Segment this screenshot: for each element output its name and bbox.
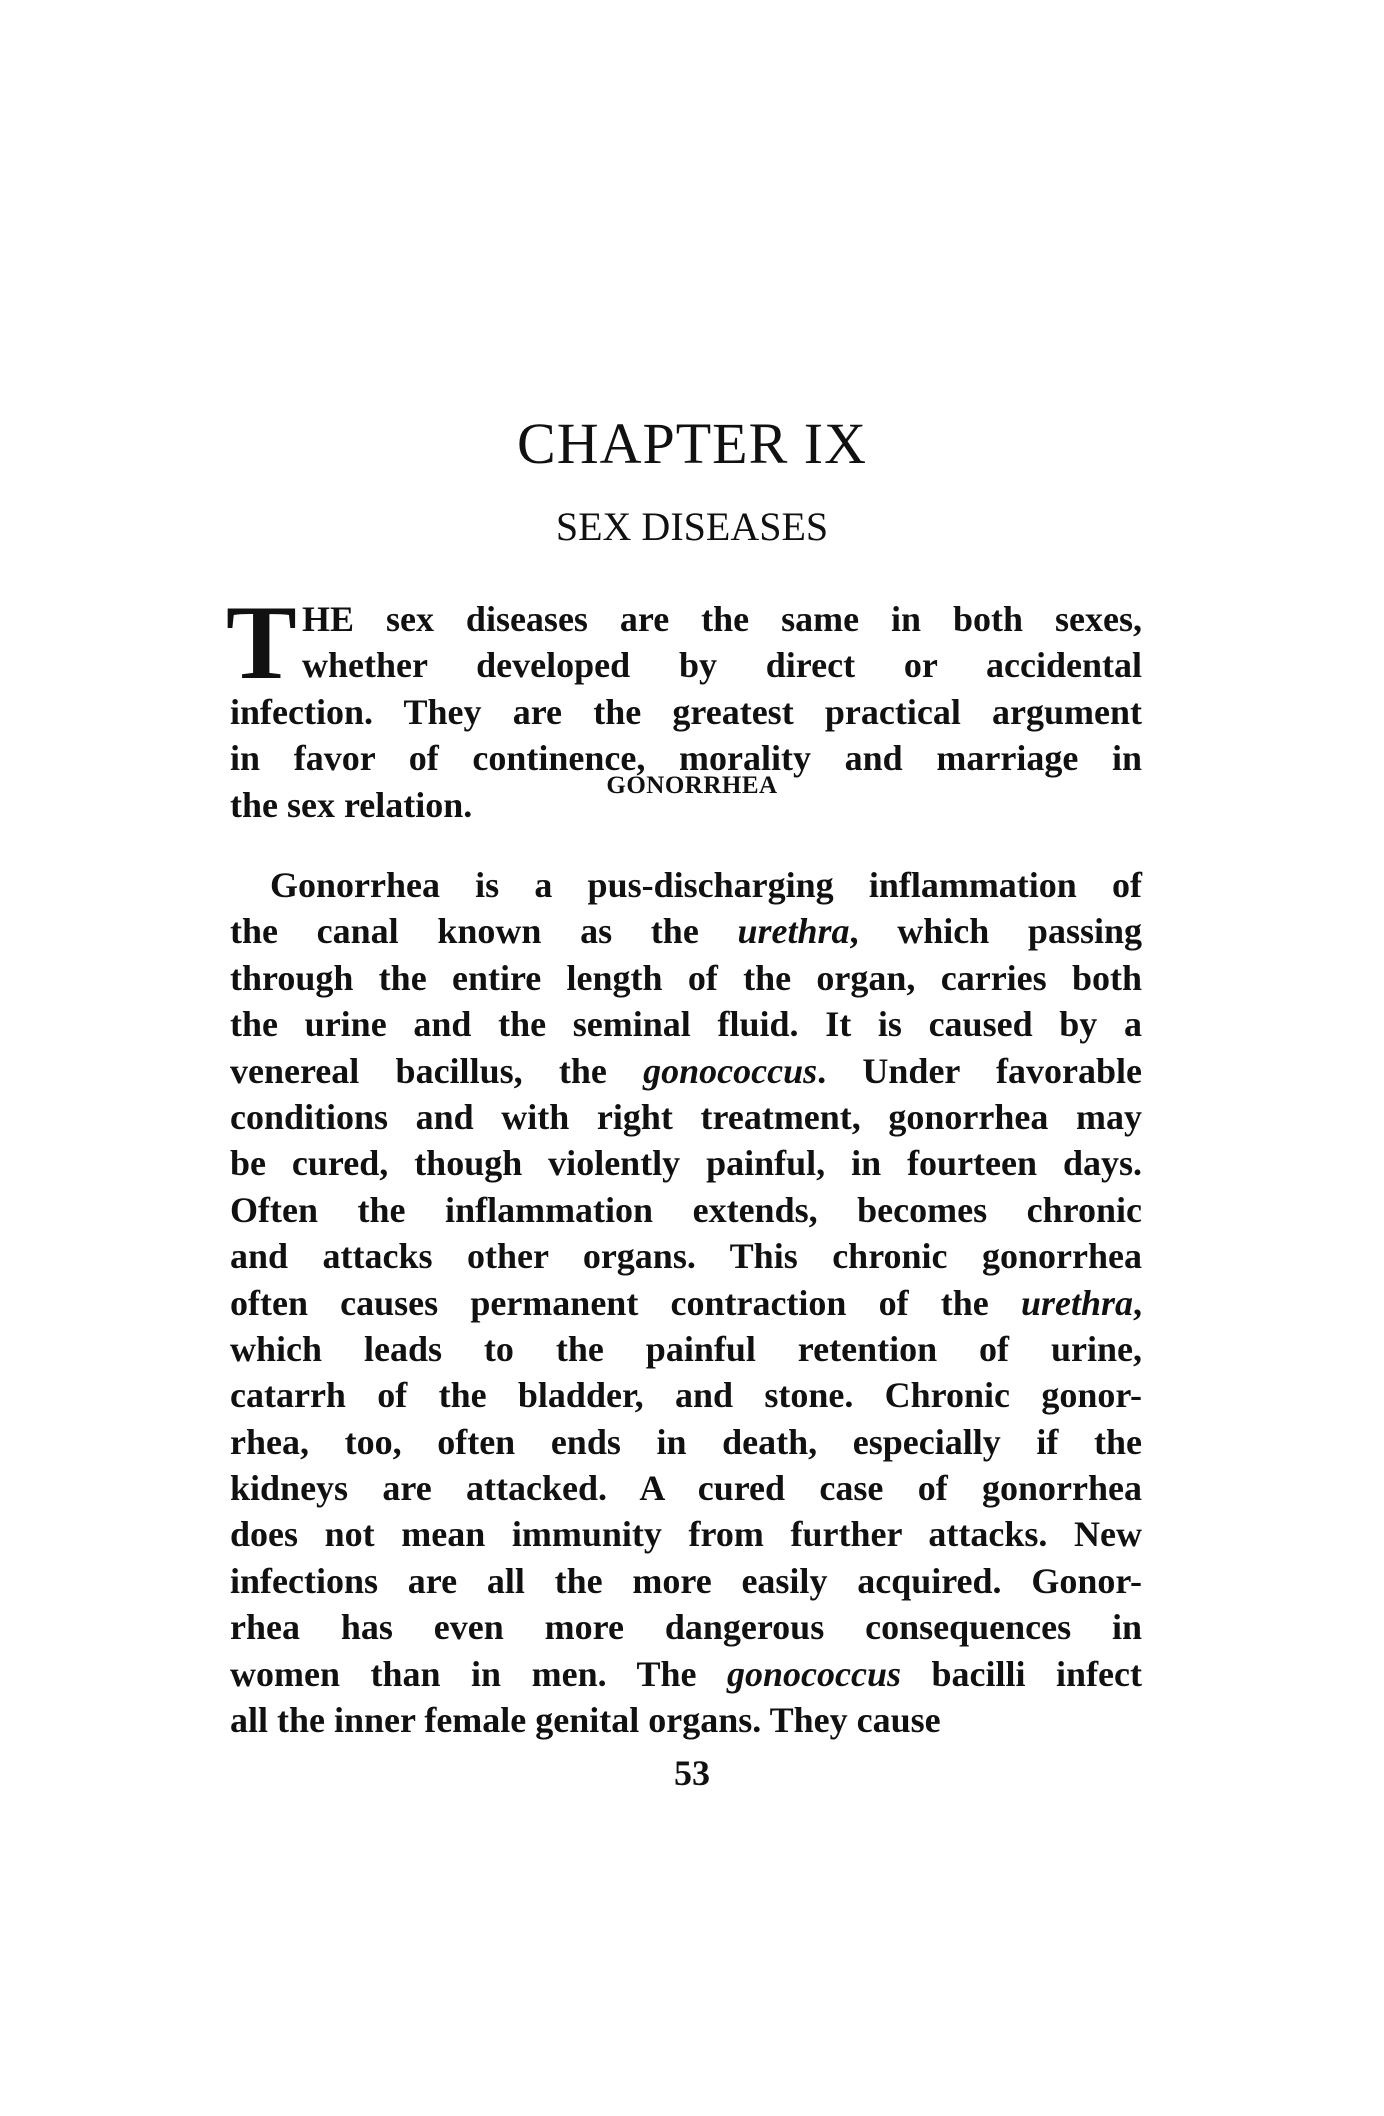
text-line: venereal bacillus, the gonococcus. Under favorable [230,1050,1143,1091]
text-line: often causes permanent contraction of the urethra, [230,1282,1142,1323]
text-line: the canal known as the urethra, which passing [230,911,1142,952]
text-line: HE sex diseases are the same in both sexes, [302,599,1142,639]
section-heading: GONORRHEA [606,772,778,799]
text-line: women than in men. The gonococcus bacilli infect [230,1653,1143,1694]
text-line: Often the inflammation extends, becomes chronic [230,1189,1142,1230]
chapter-heading: CHAPTER IX [517,411,867,476]
italic-term: urethra [1020,1282,1133,1323]
body-paragraph [230,862,1142,1743]
text-line: rhea, too, often ends in death, especially if the [230,1421,1142,1462]
drop-cap: T [226,584,297,701]
text-line: all the inner female genital organs. They cause [230,1700,941,1741]
italic-term: urethra [737,911,850,952]
text-line: rhea has even more dangerous consequences in [230,1607,1142,1648]
italic-term: gonococcus [727,1653,901,1694]
text-line: kidneys are attacked. A cured case of gonorrhea [230,1468,1142,1509]
text-line: and attacks other organs. This chronic gonorrhea [230,1236,1142,1277]
text-line: be cured, though violently painful, in fourteen days. [230,1143,1142,1184]
text-line: in favor of continence, morality and marriage in [230,738,1142,779]
text-line: catarrh of the bladder, and stone. Chronic gonor- [230,1375,1142,1416]
text-line: which leads to the painful retention of urine, [230,1328,1142,1369]
text-line: the sex relation. [230,784,473,825]
text-line: the urine and the seminal fluid. It is caused by a [230,1004,1142,1045]
page-number: 53 [674,1753,710,1793]
italic-term: gonococcus [643,1050,818,1091]
text-line: infection. They are the greatest practical argument [230,691,1142,732]
text-line: infections are all the more easily acquired. Gonor- [230,1560,1142,1601]
text-line: through the entire length of the organ, carries both [230,957,1142,998]
text-line: does not mean immunity from further attacks. New [230,1514,1142,1555]
text-line: Gonorrhea is a pus-discharging inflammation of [270,865,1142,905]
text-line: conditions and with right treatment, gonorrhea may [230,1096,1142,1137]
text-line: whether developed by direct or accidental [302,645,1142,686]
chapter-title: SEX DISEASES [555,504,829,549]
